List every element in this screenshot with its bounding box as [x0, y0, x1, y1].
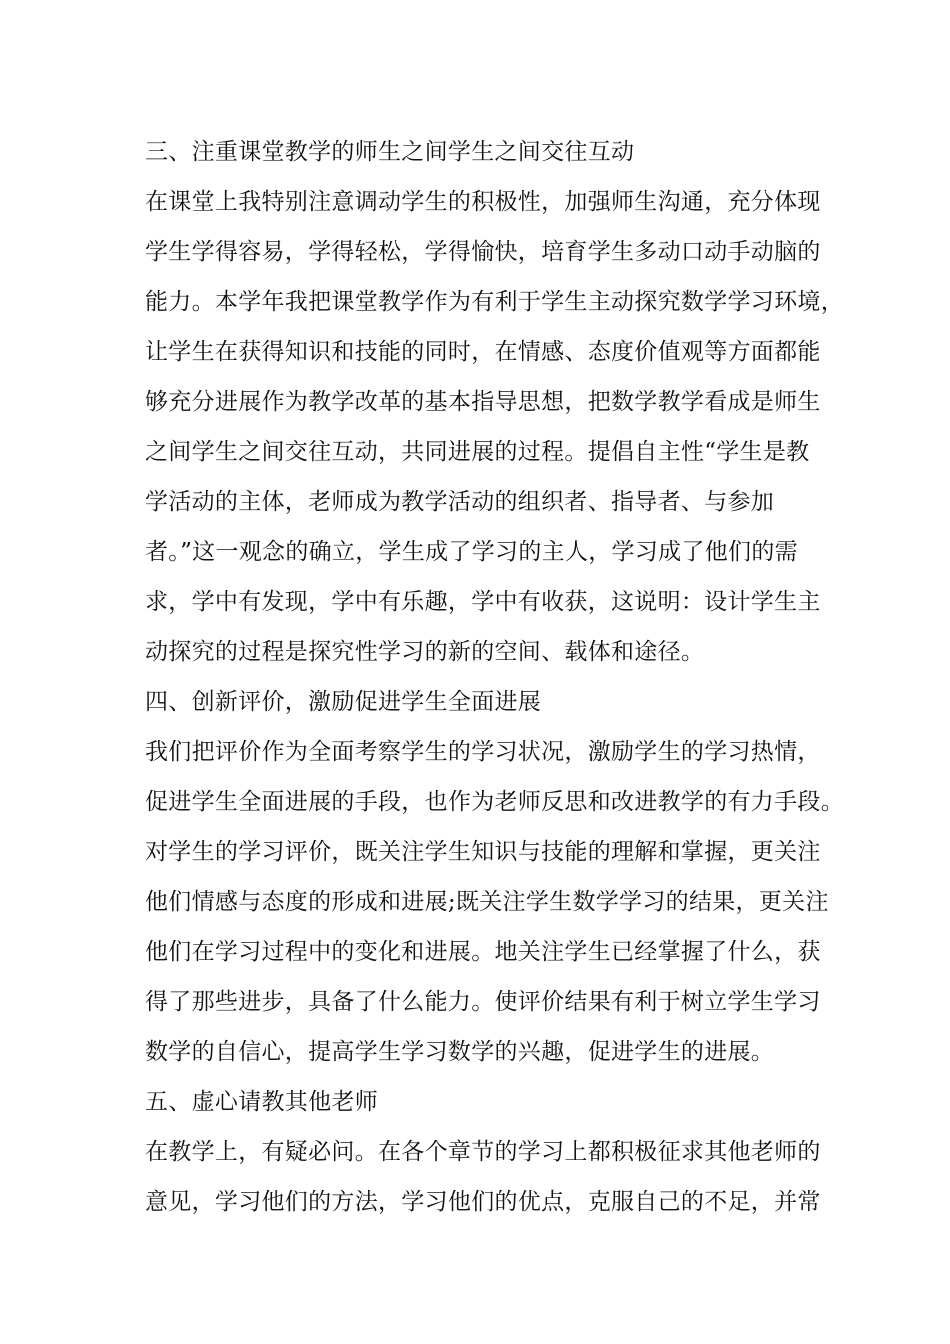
paragraph-line: 在课堂上我特别注意调动学生的积极性，加强师生沟通，充分体现 — [145, 189, 821, 215]
paragraph-line: 意见，学习他们的方法，学习他们的优点，克服自己的不足，并常 — [145, 1189, 821, 1215]
paragraph-line: 者。”这一观念的确立，学生成了学习的主人，学习成了他们的需 — [145, 539, 798, 565]
paragraph-line: 学活动的主体，老师成为教学活动的组织者、指导者、与参加 — [145, 489, 775, 515]
paragraph-line: 能力。本学年我把课堂教学作为有利于学生主动探究数学学习环境， — [145, 289, 844, 315]
paragraph-line: 得了那些进步，具备了什么能力。使评价结果有利于树立学生学习 — [145, 989, 821, 1015]
paragraph-line: 让学生在获得知识和技能的同时，在情感、态度价值观等方面都能 — [145, 339, 821, 365]
paragraph-line: 够充分进展作为教学改革的基本指导思想，把数学教学看成是师生 — [145, 389, 821, 415]
paragraph-line: 他们情感与态度的形成和进展;既关注学生数学学习的结果，更关注 — [145, 889, 829, 915]
paragraph-line: 求，学中有发现，学中有乐趣，学中有收获，这说明：设计学生主 — [145, 589, 821, 615]
paragraph-line: 动探究的过程是探究性学习的新的空间、载体和途径。 — [145, 639, 705, 665]
section-heading-4: 四、创新评价，激励促进学生全面进展 — [145, 689, 542, 715]
paragraph-line: 我们把评价作为全面考察学生的学习状况，激励学生的学习热情， — [145, 739, 821, 765]
section-heading-5: 五、虚心请教其他老师 — [145, 1089, 378, 1115]
paragraph-line: 在教学上，有疑必问。在各个章节的学习上都积极征求其他老师的 — [145, 1139, 821, 1165]
paragraph-line: 他们在学习过程中的变化和进展。地关注学生已经掌握了什么，获 — [145, 939, 821, 965]
section-heading-3: 三、注重课堂教学的师生之间学生之间交往互动 — [145, 139, 635, 165]
paragraph-line: 对学生的学习评价，既关注学生知识与技能的理解和掌握，更关注 — [145, 839, 821, 865]
paragraph-line: 数学的自信心，提高学生学习数学的兴趣，促进学生的进展。 — [145, 1039, 775, 1065]
paragraph-line: 促进学生全面进展的手段，也作为老师反思和改进教学的有力手段。 — [145, 789, 844, 815]
paragraph-line: 学生学得容易，学得轻松，学得愉快，培育学生多动口动手动脑的 — [145, 239, 821, 265]
paragraph-line: 之间学生之间交往互动，共同进展的过程。提倡自主性“学生是教 — [145, 439, 810, 465]
